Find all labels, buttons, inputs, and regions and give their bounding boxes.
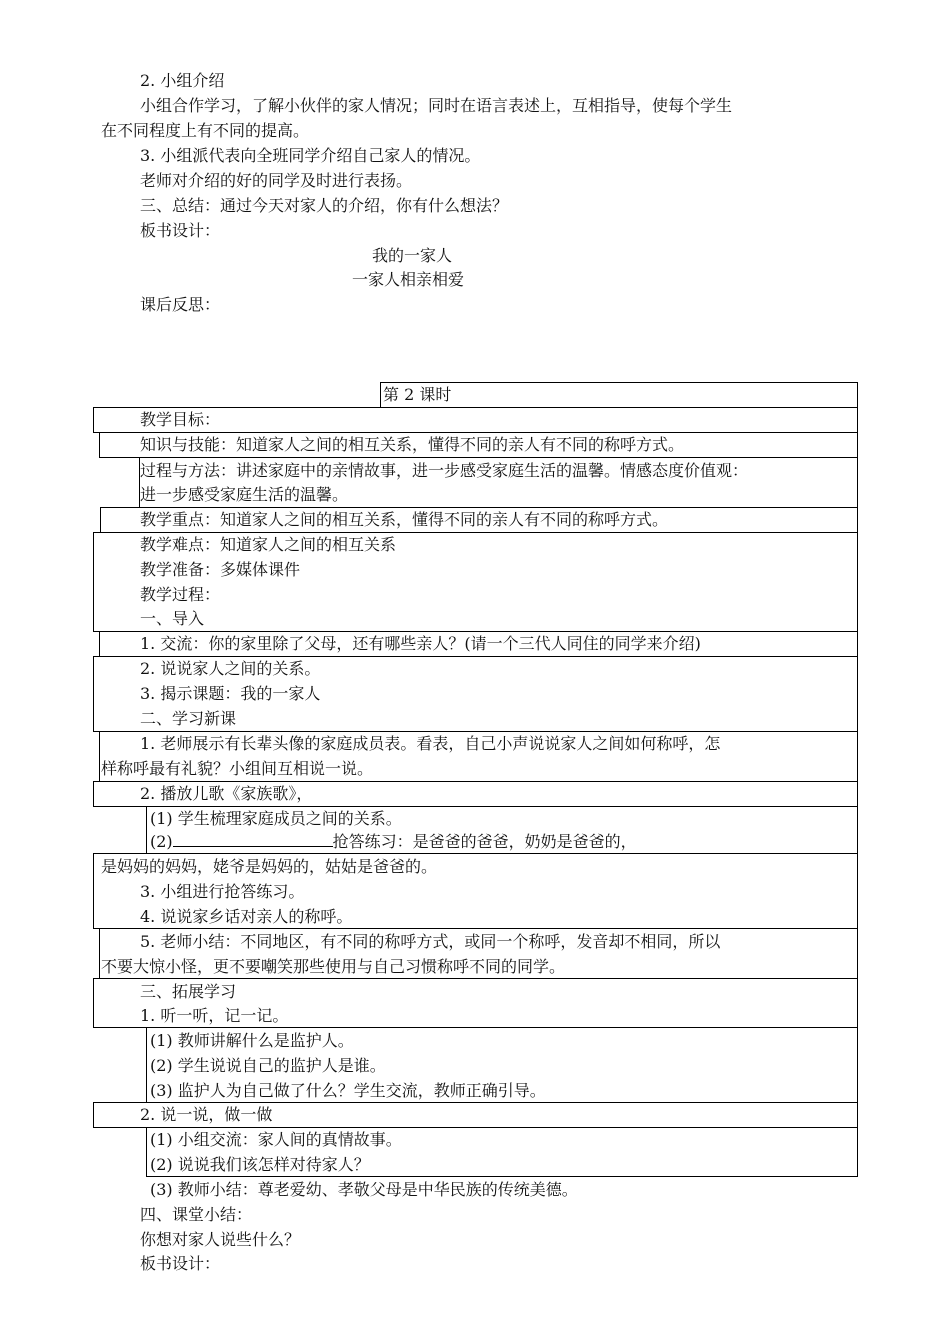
new-step-2: 2. 播放儿歌《家族歌》， [140,784,313,803]
board-subtitle: 一家人相亲相爱 [352,270,465,289]
board-design-label: 板书设计： [140,221,221,240]
class-summary-question: 你想对家人说些什么？ [140,1230,301,1249]
ext-step-1-2: (2) 学生说说自己的监护人是谁。 [150,1056,386,1075]
ext-step-2-2: (2) 说说我们该怎样对待家人？ [150,1155,370,1174]
ext-step-2-3: (3) 教师小结：尊老爱幼、孝敬父母是中华民族的传统美德。 [150,1180,578,1199]
group-intro-text-2: 在不同程度上有不同的提高。 [101,121,310,140]
lesson-header: 第 2 课时 [383,385,452,404]
group-intro-text-1: 小组合作学习，了解小伙伴的家人情况；同时在语言表述上，互相指导，使每个学生 [140,96,733,115]
new-step-1a: 1. 老师展示有长辈头像的家庭成员表。看表，自己小声说说家人之间如何称呼，怎 [140,734,721,753]
group-rep-text: 3. 小组派代表向全班同学介绍自己家人的情况。 [140,146,481,165]
steps-label: 教学过程： [140,585,221,604]
difficulty: 教学难点：知道家人之间的相互关系 [140,535,397,554]
lesson-header-cell [380,382,858,408]
new-step-3: 3. 小组进行抢答练习。 [140,882,305,901]
key-point: 教学重点：知道家人之间的相互关系，懂得不同的亲人有不同的称呼方式。 [140,510,669,529]
extension-heading: 三、拓展学习 [140,982,237,1001]
summary-question: 三、总结：通过今天对家人的介绍，你有什么想法？ [140,196,509,215]
intro-heading: 一、导入 [140,609,205,628]
board-design-label-2: 板书设计： [140,1254,221,1273]
new-step-2-2-text: 抢答练习：是爸爸的爸爸，奶奶是爸爸的， [332,832,637,851]
goals-label: 教学目标： [140,410,221,429]
ext-step-1-1: (1) 教师讲解什么是监护人。 [150,1031,354,1050]
new-lesson-heading: 二、学习新课 [140,709,237,728]
knowledge-goal: 知识与技能：知道家人之间的相互关系，懂得不同的亲人有不同的称呼方式。 [140,435,685,454]
class-summary-heading: 四、课堂小结： [140,1205,253,1224]
ext-step-2-1: (1) 小组交流：家人间的真情故事。 [150,1130,402,1149]
process-goal-2: 进一步感受家庭生活的温馨。 [140,485,349,504]
group-intro-heading: 2. 小组介绍 [140,71,225,90]
new-step-1b: 样称呼最有礼貌？小组间互相说一说。 [101,759,374,778]
new-step-2-2 [150,830,637,854]
intro-step-2: 2. 说说家人之间的关系。 [140,659,321,678]
process-goal-1: 过程与方法：讲述家庭中的亲情故事，进一步感受家庭生活的温馨。情感态度价值观： [140,461,749,480]
teacher-praise-text: 老师对介绍的好的同学及时进行表扬。 [140,171,413,190]
new-step-5b: 不要大惊小怪，更不要嘲笑那些使用与自己习惯称呼不同的同学。 [101,957,566,976]
new-step-2-2-num: (2) [150,832,173,851]
new-step-5a: 5. 老师小结：不同地区，有不同的称呼方式，或同一个称呼，发音却不相同，所以 [140,932,721,951]
intro-step-3: 3. 揭示课题：我的一家人 [140,684,321,703]
new-step-2-2-cont: 是妈妈的妈妈，姥爷是妈妈的，姑姑是爸爸的。 [101,857,438,876]
reflection-label: 课后反思： [140,295,221,314]
new-step-4: 4. 说说家乡话对亲人的称呼。 [140,907,353,926]
preparation: 教学准备：多媒体课件 [140,560,301,579]
board-title: 我的一家人 [372,246,453,265]
ext-step-1-3: (3) 监护人为自己做了什么？学生交流，教师正确引导。 [150,1081,546,1100]
fill-blank [173,832,333,847]
intro-step-1: 1. 交流：你的家里除了父母，还有哪些亲人？(请一个三代人同住的同学来介绍) [140,634,701,653]
new-step-2-1: (1) 学生梳理家庭成员之间的关系。 [150,809,402,828]
ext-step-1: 1. 听一听，记一记。 [140,1006,289,1025]
ext-step-2: 2. 说一说，做一做 [140,1105,273,1124]
